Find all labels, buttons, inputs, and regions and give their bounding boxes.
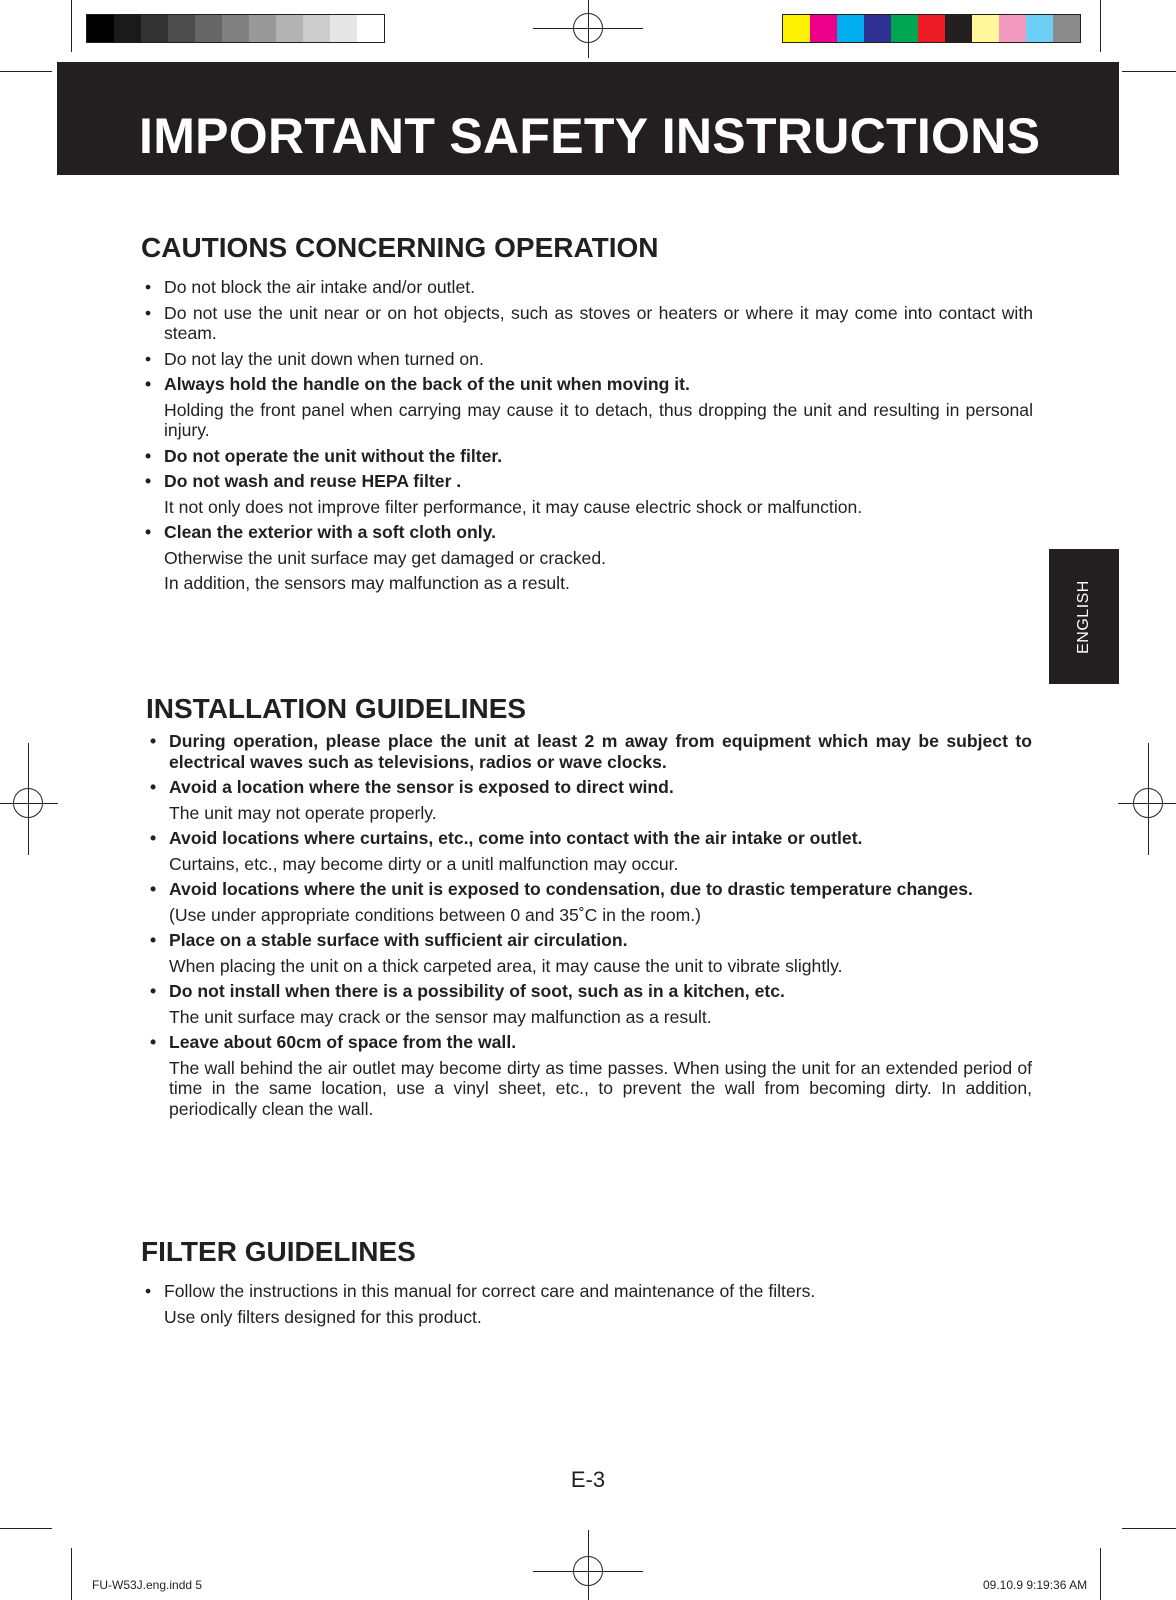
list-item: • Do not install when there is a possibility of soot, such as in a kitchen, etc. xyxy=(150,981,785,1001)
process-swatch-10 xyxy=(1053,15,1080,42)
language-tab xyxy=(1049,549,1119,684)
list-item: • Avoid locations where curtains, etc., come into contact with the air intake or outlet. xyxy=(150,828,863,848)
cautions-heading: CAUTIONS CONCERNING OPERATION xyxy=(141,232,659,263)
list-item: • Always hold the handle on the back of the unit when moving it. xyxy=(145,374,690,394)
gray-swatch-7 xyxy=(276,15,303,42)
gray-swatch-2 xyxy=(141,15,168,42)
list-item: • Do not wash and reuse HEPA filter . xyxy=(145,471,462,491)
process-swatch-1 xyxy=(810,15,837,42)
list-item: • Follow the instructions in this manual for correct care and maintenance of the filters. xyxy=(145,1281,816,1301)
print-timestamp: 09.10.9 9:19:36 AM xyxy=(983,1578,1088,1592)
process-swatch-9 xyxy=(1026,15,1053,42)
language-tab-label: ENGLISH xyxy=(1075,579,1092,654)
gray-swatch-0 xyxy=(87,15,114,42)
gray-swatch-3 xyxy=(168,15,195,42)
list-item-note: (Use under appropriate conditions between 0 and 35˚C in the room.) xyxy=(169,904,702,925)
list-item: • Clean the exterior with a soft cloth only. xyxy=(145,522,497,542)
filter-list xyxy=(141,1281,1033,1327)
process-swatch-5 xyxy=(918,15,945,42)
page-number: E-3 xyxy=(570,1467,606,1492)
installation-list xyxy=(146,731,1032,1119)
filter-heading: FILTER GUIDELINES xyxy=(141,1236,416,1267)
list-item-note: Otherwise the unit surface may get damaged or cracked. xyxy=(164,547,607,568)
gray-swatch-1 xyxy=(114,15,141,42)
installation-heading: INSTALLATION GUIDELINES xyxy=(146,693,527,724)
installation-section xyxy=(146,687,1032,1119)
process-swatch-7 xyxy=(972,15,999,42)
process-color-bar xyxy=(782,14,1081,43)
list-item: • Do not use the unit near or on hot objects, such as stoves or heaters or where it may come into contact with steam. xyxy=(145,302,1033,343)
list-item: • Do not lay the unit down when turned on. xyxy=(145,348,484,369)
title-banner xyxy=(57,62,1119,175)
gray-swatch-5 xyxy=(222,15,249,42)
list-item-note: Holding the front panel when carrying may cause it to detach, thus dropping the unit and resulting in personal injury. xyxy=(164,399,1033,440)
list-item: • Place on a stable surface with sufficient air circulation. xyxy=(150,930,628,950)
process-swatch-8 xyxy=(999,15,1026,42)
cautions-list xyxy=(141,277,1033,594)
list-item-note: The wall behind the air outlet may become dirty as time passes. When using the unit for an extended period of time in the same location, use a vinyl sheet, etc., to prevent the wall from becoming dirty. In addition, periodically clean the wall. xyxy=(169,1057,1032,1119)
gray-swatch-9 xyxy=(330,15,357,42)
process-swatch-4 xyxy=(891,15,918,42)
list-item-note: It not only does not improve filter performance, it may cause electric shock or malfunction. xyxy=(164,496,863,517)
process-swatch-2 xyxy=(837,15,864,42)
list-item-note: Use only filters designed for this product. xyxy=(164,1306,482,1327)
process-swatch-3 xyxy=(864,15,891,42)
list-item: • During operation, please place the unit at least 2 m away from equipment which may be subject to electrical waves such as televisions, radios or wave clocks. xyxy=(150,731,1032,772)
gray-swatch-10 xyxy=(357,15,384,42)
list-item-note: In addition, the sensors may malfunction as a result. xyxy=(164,573,570,593)
gray-swatch-8 xyxy=(303,15,330,42)
list-item: • Leave about 60cm of space from the wall. xyxy=(150,1032,517,1052)
process-swatch-6 xyxy=(945,15,972,42)
filter-section xyxy=(141,1230,1033,1327)
list-item-note: The unit may not operate properly. xyxy=(169,802,437,823)
list-item: • Avoid locations where the unit is exposed to condensation, due to drastic temperature changes. xyxy=(150,879,973,899)
list-item-note: When placing the unit on a thick carpeted area, it may cause the unit to vibrate slightly. xyxy=(169,955,843,976)
page-title: IMPORTANT SAFETY INSTRUCTIONS xyxy=(139,108,1041,164)
list-item-note: Curtains, etc., may become dirty or a unitl malfunction may occur. xyxy=(169,853,679,874)
list-item: • Do not block the air intake and/or outlet. xyxy=(145,277,476,297)
list-item: • Do not operate the unit without the filter. xyxy=(145,445,503,466)
gray-color-bar xyxy=(86,14,385,43)
process-swatch-0 xyxy=(783,15,810,42)
cautions-section xyxy=(141,226,1033,594)
gray-swatch-6 xyxy=(249,15,276,42)
gray-swatch-4 xyxy=(195,15,222,42)
list-item: • Avoid a location where the sensor is exposed to direct wind. xyxy=(150,777,674,797)
list-item-note: The unit surface may crack or the sensor may malfunction as a result. xyxy=(169,1006,712,1027)
file-slug: FU-W53J.eng.indd 5 xyxy=(92,1578,203,1592)
